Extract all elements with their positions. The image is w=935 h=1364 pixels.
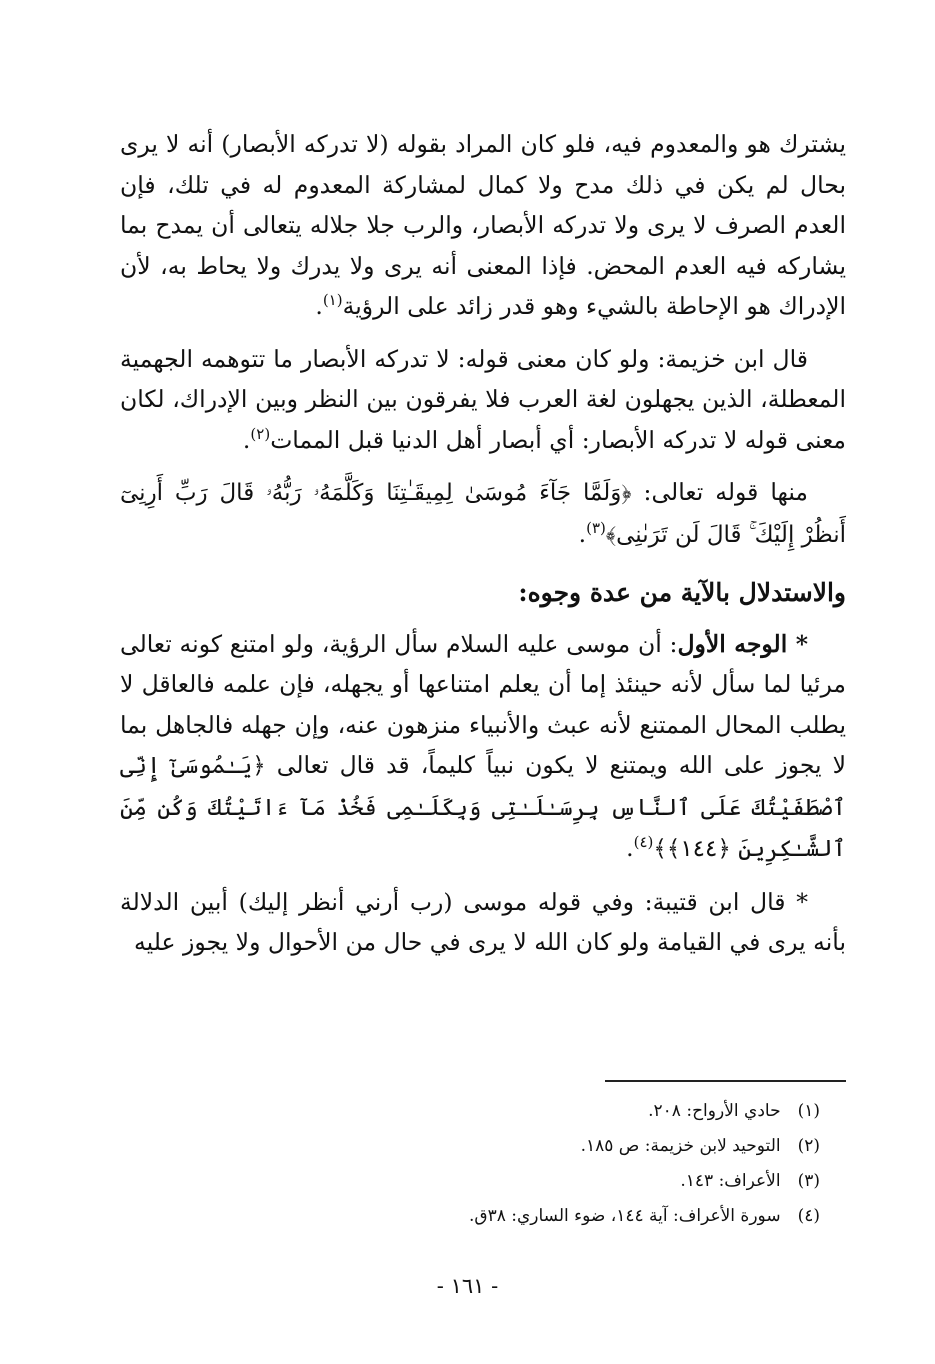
paragraph-4 [120, 624, 846, 870]
paragraph-lead: منها قوله تعالى: [631, 478, 809, 506]
footnote-ref-3: (٣) [586, 518, 606, 537]
main-text [120, 124, 846, 975]
paragraph-text: قال ابن خزيمة: ولو كان معنى قوله: لا تدركه الأبصار ما تتوهمه الجهمية المعطلة، الذين يجهلون لغة العرب فلا يفرقون بين النظر وبين الإدراك، لكان معنى قوله لا تدركه الأبصار: أي أبصار أهل الدنيا قبل الممات [120, 344, 846, 454]
quran-verse-144: ﴿يَـٰمُوسَىٰٓ إِنِّى ٱصْطَفَيْتُكَ عَلَى ٱلنَّاسِ بِرِسَـٰلَـٰتِى وَبِكَلَـٰمِى فَخُذْ مَآ ءَاتَيْتُكَ وَكُن مِّنَ ٱلشَّـٰكِرِينَ ﴿١٤٤﴾﴾ [120, 753, 846, 862]
section-heading: والاستدلال بالآية من عدة وجوه: [518, 578, 846, 607]
footnote-number: (٢) [797, 1136, 820, 1156]
paragraph-end: . [626, 834, 634, 862]
paragraph-end: . [578, 519, 587, 548]
footnote-number: (٣) [797, 1171, 820, 1191]
paragraph-end: . [242, 425, 251, 454]
footnote-ref-1: (١) [322, 291, 343, 310]
footnote-number: (١) [797, 1101, 820, 1121]
footnotes [300, 1094, 820, 1234]
footnote-4 [300, 1199, 820, 1234]
paragraph-text: : أن موسى عليه السلام سأل الرؤية، ولو امتنع كونه تعالى مرئيا لما سأل لأنه حينئذ إما أن يعلم امتناعها أو يجهله، فإن علمه فالعاقل لا يطلب المحال الممتنع لأنه عبث والأنبياء منزهون عنه، وإن جهله فالجاهل بما لا يجوز على الله ويمتنع لا يكون نبياً كليماً، قد قال تعالى [120, 629, 847, 779]
footnote-1 [300, 1094, 820, 1129]
paragraph-3 [120, 472, 846, 555]
page-number: - ١٦١ - [436, 1274, 499, 1298]
footnote-2 [300, 1129, 820, 1164]
footnote-ref-2: (٢) [250, 424, 271, 443]
paragraph-text: يشترك هو والمعدوم فيه، فلو كان المراد بقوله (لا تدركه الأبصار) أنه لا يرى بحال لم يكن في ذلك مدح ولا كمال لمشاركة المعدوم له في تلك، فإن العدم الصرف لا يرى ولا تدركه الأبصار، والرب جلا جلاله يتعالى أن يمدح بما يشاركه فيه العدم المحض. فإذا المعنى أنه يرى ولا يدرك ولا يحاط به، لأن الإدراك هو الإحاطة بالشيء وهو قدر زائد على الرؤية [120, 130, 846, 320]
paragraph-5: * قال ابن قتيبة: وفي قوله موسى (رب أرني أنظر إليك) أبين الدلالة بأنه يرى في القيامة ولو كان الله لا يرى في حال من الأحوال ولا يجوز عليه [120, 887, 846, 956]
footnote-text: الأعراف: ١٤٣. [680, 1171, 781, 1191]
paragraph-end: . [315, 292, 323, 320]
footnote-number: (٤) [797, 1206, 820, 1226]
first-aspect-label: * الوجه الأول [677, 629, 808, 658]
footnote-separator [605, 1080, 846, 1082]
footnote-3 [300, 1164, 820, 1199]
footnote-text: سورة الأعراف: آية ١٤٤، ضوء الساري: ٣٨ق. [468, 1206, 781, 1226]
quran-verse-143: ﴿وَلَمَّا جَآءَ مُوسَىٰ لِمِيقَـٰتِنَا وَكَلَّمَهُۥ رَبُّهُۥ قَالَ رَبِّ أَرِنِىٓ أَنظُرْ إِلَيْكَ ۚ قَالَ لَن تَرَىٰنِى﴾ [120, 480, 846, 548]
footnote-text: حادي الأرواح: ٢٠٨. [648, 1101, 781, 1121]
paragraph-2 [120, 339, 846, 461]
footnote-ref-4: (٤) [633, 833, 654, 852]
paragraph-1 [120, 124, 846, 327]
footnote-text: التوحيد لابن خزيمة: ص ١٨٥. [580, 1136, 781, 1156]
